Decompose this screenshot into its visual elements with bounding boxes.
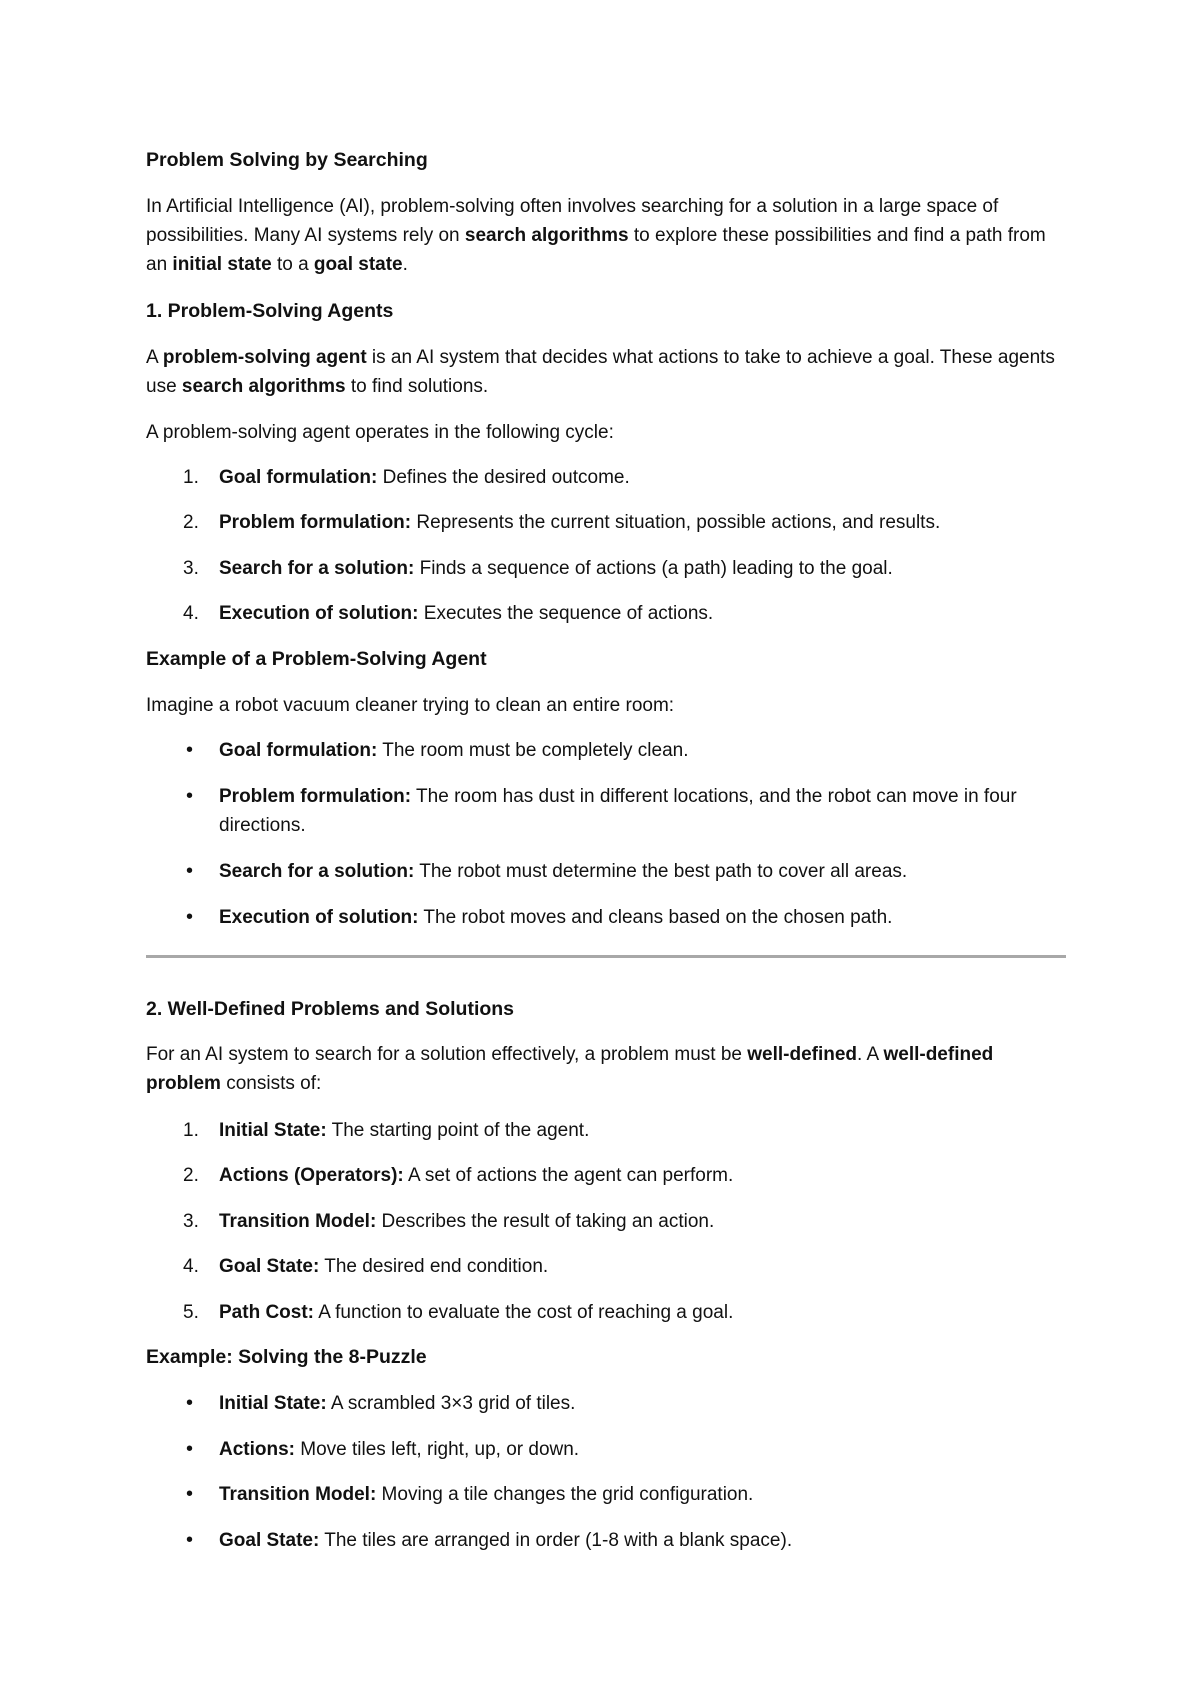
list-text: The tiles are arranged in order (1-8 with a blank space). — [319, 1530, 793, 1551]
list-marker: 3. — [183, 1211, 199, 1232]
list-text: Finds a sequence of actions (a path) leading to the goal. — [414, 558, 893, 579]
intro-text-3: to a — [271, 254, 314, 275]
s1-bold-1: problem-solving agent — [162, 347, 367, 368]
list-marker: 1. — [183, 1120, 199, 1141]
page-title: Problem Solving by Searching — [146, 149, 428, 171]
list-text: A set of actions the agent can perform. — [403, 1165, 734, 1186]
s2-text-2: . A — [857, 1044, 884, 1065]
list-term: Actions (Operators): — [219, 1165, 404, 1186]
list-term: Problem formulation: — [219, 786, 412, 807]
s1-bold-2: search algorithms — [181, 376, 346, 397]
s1-text-2: is an AI system that decides what actions to take to achieve a goal. These agents use — [146, 347, 1055, 397]
list-term: Goal formulation: — [219, 740, 378, 761]
list-term: Initial State: — [219, 1120, 327, 1141]
list-term: Search for a solution: — [219, 861, 415, 882]
list-term: Problem formulation: — [219, 512, 412, 533]
s2-bold-2: well-defined problem — [146, 1044, 994, 1094]
list-text: The robot moves and cleans based on the chosen path. — [418, 907, 893, 928]
list-text: Describes the result of taking an action. — [376, 1211, 715, 1232]
list-term: Search for a solution: — [219, 558, 415, 579]
list-term: Goal State: — [219, 1256, 320, 1277]
example-2-heading: Example: Solving the 8-Puzzle — [146, 1346, 427, 1368]
list-term: Transition Model: — [219, 1211, 377, 1232]
list-term: Execution of solution: — [219, 907, 419, 928]
section-2-paragraph — [146, 1040, 1066, 1098]
intro-bold-1: search algorithms — [464, 225, 629, 246]
cycle-intro: A problem-solving agent operates in the following cycle: — [146, 422, 614, 443]
intro-text-2: to explore these possibilities and find a path from an — [146, 225, 1046, 275]
list-marker: 3. — [183, 558, 199, 579]
bullet-marker: • — [186, 1392, 194, 1414]
s1-text-3: to find solutions. — [345, 376, 489, 397]
list-marker: 5. — [183, 1302, 199, 1323]
list-text: The desired end condition. — [319, 1256, 549, 1277]
list-text: The robot must determine the best path to cover all areas. — [414, 861, 908, 882]
list-text: The room must be completely clean. — [377, 740, 689, 761]
example-1-intro: Imagine a robot vacuum cleaner trying to clean an entire room: — [146, 695, 675, 716]
list-term: Actions: — [219, 1439, 295, 1460]
list-text: Move tiles left, right, up, or down. — [295, 1439, 580, 1460]
bullet-marker: • — [186, 785, 194, 807]
list-text: The room has dust in different locations, and the robot can move in four directions. — [219, 786, 1017, 836]
s2-text-3: consists of: — [220, 1073, 322, 1094]
list-text: A function to evaluate the cost of reaching a goal. — [314, 1302, 734, 1323]
bullet-marker: • — [186, 906, 194, 928]
s1-text-1: A — [146, 347, 163, 368]
list-term: Path Cost: — [219, 1302, 314, 1323]
bullet-marker: • — [186, 1438, 194, 1460]
bullet-marker: • — [186, 1529, 194, 1551]
example-1-heading: Example of a Problem-Solving Agent — [146, 648, 487, 670]
bullet-marker: • — [186, 739, 194, 761]
list-text: A scrambled 3×3 grid of tiles. — [326, 1393, 576, 1414]
bullet-marker: • — [186, 860, 194, 882]
list-text: Defines the desired outcome. — [377, 467, 630, 488]
section-1-paragraph — [146, 343, 1066, 401]
intro-bold-3: goal state — [313, 254, 403, 275]
intro-bold-2: initial state — [172, 254, 272, 275]
list-term: Goal State: — [219, 1530, 320, 1551]
section-1-heading: 1. Problem-Solving Agents — [146, 300, 394, 322]
section-2-heading: 2. Well-Defined Problems and Solutions — [146, 998, 515, 1020]
list-marker: 2. — [183, 1165, 199, 1186]
list-marker: 2. — [183, 512, 199, 533]
s2-bold-1: well-defined — [747, 1044, 858, 1065]
bullet-marker: • — [186, 1483, 194, 1505]
intro-text-4: . — [402, 254, 408, 275]
intro-text-1: In Artificial Intelligence (AI), problem-solving often involves searching for a solution in a large space of possibilities. Many AI systems rely on — [146, 196, 999, 246]
list-text: Executes the sequence of actions. — [418, 603, 714, 624]
horizontal-divider — [146, 955, 1066, 958]
list-marker: 1. — [183, 467, 199, 488]
list-term: Transition Model: — [219, 1484, 377, 1505]
list-text: Represents the current situation, possible actions, and results. — [411, 512, 941, 533]
list-text: Moving a tile changes the grid configuration. — [376, 1484, 754, 1505]
intro-paragraph — [146, 192, 1066, 279]
list-term: Goal formulation: — [219, 467, 378, 488]
list-term: Execution of solution: — [219, 603, 419, 624]
list-marker: 4. — [183, 603, 199, 624]
list-marker: 4. — [183, 1256, 199, 1277]
s2-text-1: For an AI system to search for a solution effectively, a problem must be — [146, 1044, 748, 1065]
list-term: Initial State: — [219, 1393, 327, 1414]
list-text: The starting point of the agent. — [326, 1120, 590, 1141]
